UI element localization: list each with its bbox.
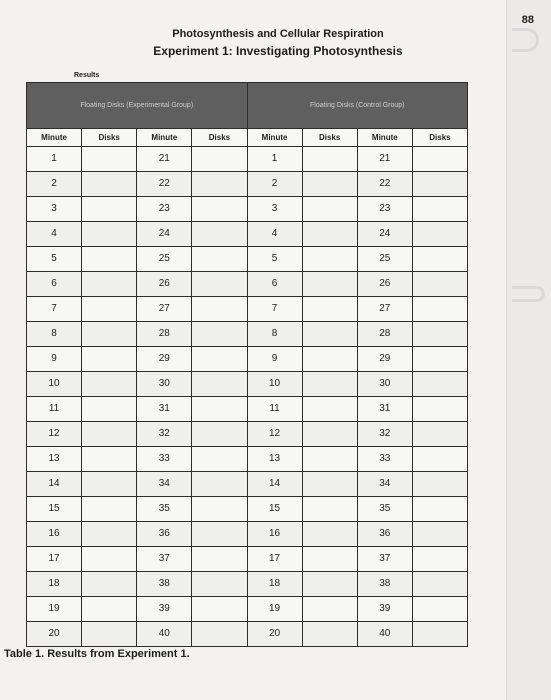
disks-cell — [412, 572, 467, 597]
disks-cell — [192, 147, 247, 172]
column-header-minute: Minute — [27, 129, 82, 147]
disks-cell — [302, 222, 357, 247]
disks-cell — [412, 247, 467, 272]
binder-ring-icon — [512, 28, 539, 52]
table-row — [27, 572, 468, 597]
minute-cell: 22 — [357, 172, 412, 197]
minute-cell: 27 — [137, 297, 192, 322]
minute-cell: 35 — [137, 497, 192, 522]
minute-cell: 1 — [27, 147, 82, 172]
minute-cell: 34 — [137, 472, 192, 497]
minute-cell: 12 — [27, 422, 82, 447]
column-header-disks: Disks — [412, 129, 467, 147]
minute-cell: 6 — [247, 272, 302, 297]
minute-cell: 33 — [137, 447, 192, 472]
disks-cell — [82, 147, 137, 172]
minute-cell: 14 — [27, 472, 82, 497]
disks-cell — [192, 447, 247, 472]
table-row — [27, 447, 468, 472]
minute-cell: 29 — [137, 347, 192, 372]
disks-cell — [302, 147, 357, 172]
disks-cell — [302, 472, 357, 497]
disks-cell — [192, 572, 247, 597]
minute-cell: 28 — [357, 322, 412, 347]
disks-cell — [82, 322, 137, 347]
disks-cell — [192, 272, 247, 297]
table-row — [27, 472, 468, 497]
minute-cell: 40 — [357, 622, 412, 647]
column-header-disks: Disks — [302, 129, 357, 147]
minute-cell: 37 — [357, 547, 412, 572]
disks-cell — [302, 597, 357, 622]
minute-cell: 28 — [137, 322, 192, 347]
disks-cell — [302, 422, 357, 447]
column-header-minute: Minute — [137, 129, 192, 147]
experimental-group-header: Floating Disks (Experimental Group) — [27, 83, 248, 129]
table-row — [27, 147, 468, 172]
disks-cell — [82, 422, 137, 447]
table-caption: Table 1. Results from Experiment 1. — [4, 648, 190, 660]
minute-cell: 39 — [357, 597, 412, 622]
minute-cell: 19 — [27, 597, 82, 622]
minute-cell: 26 — [137, 272, 192, 297]
disks-cell — [412, 472, 467, 497]
minute-cell: 15 — [27, 497, 82, 522]
table-row — [27, 597, 468, 622]
disks-cell — [192, 372, 247, 397]
minute-cell: 13 — [247, 447, 302, 472]
minute-cell: 31 — [357, 397, 412, 422]
minute-cell: 17 — [27, 547, 82, 572]
minute-cell: 21 — [137, 147, 192, 172]
table-row — [27, 372, 468, 397]
minute-cell: 36 — [137, 522, 192, 547]
disks-cell — [82, 622, 137, 647]
minute-cell: 35 — [357, 497, 412, 522]
disks-cell — [412, 297, 467, 322]
minute-cell: 13 — [27, 447, 82, 472]
minute-cell: 15 — [247, 497, 302, 522]
minute-cell: 31 — [137, 397, 192, 422]
table-row — [27, 522, 468, 547]
minute-cell: 25 — [357, 247, 412, 272]
disks-cell — [192, 422, 247, 447]
disks-cell — [412, 372, 467, 397]
disks-cell — [192, 347, 247, 372]
minute-cell: 20 — [247, 622, 302, 647]
minute-cell: 30 — [137, 372, 192, 397]
minute-cell: 16 — [27, 522, 82, 547]
minute-cell: 29 — [357, 347, 412, 372]
table-row — [27, 422, 468, 447]
results-table-body — [27, 147, 468, 647]
table-row — [27, 297, 468, 322]
table-row — [27, 622, 468, 647]
disks-cell — [192, 247, 247, 272]
disks-cell — [412, 197, 467, 222]
disks-cell — [302, 297, 357, 322]
disks-cell — [302, 172, 357, 197]
disks-cell — [192, 197, 247, 222]
disks-cell — [412, 172, 467, 197]
table-row — [27, 547, 468, 572]
minute-cell: 6 — [27, 272, 82, 297]
minute-cell: 11 — [247, 397, 302, 422]
disks-cell — [302, 397, 357, 422]
minute-cell: 9 — [27, 347, 82, 372]
minute-cell: 3 — [247, 197, 302, 222]
disks-cell — [412, 622, 467, 647]
disks-cell — [302, 247, 357, 272]
disks-cell — [412, 522, 467, 547]
minute-cell: 16 — [247, 522, 302, 547]
disks-cell — [302, 622, 357, 647]
minute-cell: 2 — [247, 172, 302, 197]
disks-cell — [412, 597, 467, 622]
disks-cell — [192, 622, 247, 647]
minute-cell: 17 — [247, 547, 302, 572]
column-header-minute: Minute — [247, 129, 302, 147]
disks-cell — [192, 397, 247, 422]
disks-cell — [412, 422, 467, 447]
minute-cell: 20 — [27, 622, 82, 647]
minute-cell: 26 — [357, 272, 412, 297]
results-table-container — [26, 82, 468, 639]
disks-cell — [302, 347, 357, 372]
disks-cell — [82, 547, 137, 572]
table-row — [27, 497, 468, 522]
table-row — [27, 272, 468, 297]
disks-cell — [82, 222, 137, 247]
disks-cell — [192, 547, 247, 572]
disks-cell — [82, 197, 137, 222]
results-table — [26, 82, 468, 647]
disks-cell — [302, 197, 357, 222]
minute-cell: 5 — [247, 247, 302, 272]
minute-cell: 39 — [137, 597, 192, 622]
control-group-header: Floating Disks (Control Group) — [247, 83, 468, 129]
adjacent-page-edge — [506, 0, 551, 700]
minute-cell: 2 — [27, 172, 82, 197]
minute-cell: 8 — [27, 322, 82, 347]
table-row — [27, 197, 468, 222]
minute-cell: 32 — [357, 422, 412, 447]
disks-cell — [82, 272, 137, 297]
disks-cell — [82, 572, 137, 597]
disks-cell — [82, 397, 137, 422]
disks-cell — [82, 597, 137, 622]
minute-cell: 3 — [27, 197, 82, 222]
disks-cell — [192, 297, 247, 322]
minute-cell: 22 — [137, 172, 192, 197]
minute-cell: 12 — [247, 422, 302, 447]
table-row — [27, 347, 468, 372]
results-label: Results — [74, 72, 100, 79]
disks-cell — [82, 347, 137, 372]
minute-cell: 21 — [357, 147, 412, 172]
minute-cell: 23 — [137, 197, 192, 222]
disks-cell — [192, 597, 247, 622]
minute-cell: 14 — [247, 472, 302, 497]
minute-cell: 4 — [27, 222, 82, 247]
table-row — [27, 322, 468, 347]
experiment-title: Experiment 1: Investigating Photosynthesis — [153, 44, 403, 58]
disks-cell — [412, 147, 467, 172]
minute-cell: 8 — [247, 322, 302, 347]
minute-cell: 18 — [247, 572, 302, 597]
minute-cell: 7 — [27, 297, 82, 322]
minute-cell: 24 — [357, 222, 412, 247]
disks-cell — [82, 497, 137, 522]
disks-cell — [412, 397, 467, 422]
disks-cell — [192, 472, 247, 497]
minute-cell: 30 — [357, 372, 412, 397]
minute-cell: 32 — [137, 422, 192, 447]
table-row — [27, 247, 468, 272]
disks-cell — [192, 522, 247, 547]
page-number: 88 — [521, 14, 534, 26]
table-row — [27, 172, 468, 197]
disks-cell — [302, 372, 357, 397]
minute-cell: 33 — [357, 447, 412, 472]
disks-cell — [412, 272, 467, 297]
minute-cell: 38 — [357, 572, 412, 597]
disks-cell — [412, 322, 467, 347]
minute-cell: 1 — [247, 147, 302, 172]
disks-cell — [82, 172, 137, 197]
disks-cell — [302, 497, 357, 522]
disks-cell — [412, 497, 467, 522]
minute-cell: 10 — [247, 372, 302, 397]
minute-cell: 37 — [137, 547, 192, 572]
disks-cell — [302, 522, 357, 547]
binder-ring-icon — [512, 286, 545, 302]
table-row — [27, 397, 468, 422]
minute-cell: 10 — [27, 372, 82, 397]
minute-cell: 34 — [357, 472, 412, 497]
disks-cell — [192, 172, 247, 197]
disks-cell — [412, 347, 467, 372]
page-title: Photosynthesis and Cellular Respiration — [172, 28, 384, 40]
minute-cell: 38 — [137, 572, 192, 597]
minute-cell: 24 — [137, 222, 192, 247]
minute-cell: 5 — [27, 247, 82, 272]
disks-cell — [82, 447, 137, 472]
disks-cell — [302, 322, 357, 347]
disks-cell — [412, 447, 467, 472]
minute-cell: 4 — [247, 222, 302, 247]
disks-cell — [302, 447, 357, 472]
disks-cell — [82, 372, 137, 397]
disks-cell — [82, 247, 137, 272]
column-header-disks: Disks — [192, 129, 247, 147]
minute-cell: 36 — [357, 522, 412, 547]
minute-cell: 11 — [27, 397, 82, 422]
disks-cell — [302, 272, 357, 297]
table-row — [27, 222, 468, 247]
minute-cell: 9 — [247, 347, 302, 372]
disks-cell — [412, 547, 467, 572]
column-header-disks: Disks — [82, 129, 137, 147]
disks-cell — [192, 322, 247, 347]
disks-cell — [192, 222, 247, 247]
disks-cell — [82, 522, 137, 547]
document-header — [128, 28, 428, 58]
minute-cell: 18 — [27, 572, 82, 597]
minute-cell: 40 — [137, 622, 192, 647]
disks-cell — [82, 297, 137, 322]
disks-cell — [302, 572, 357, 597]
disks-cell — [82, 472, 137, 497]
minute-cell: 7 — [247, 297, 302, 322]
minute-cell: 23 — [357, 197, 412, 222]
minute-cell: 27 — [357, 297, 412, 322]
disks-cell — [192, 497, 247, 522]
minute-cell: 19 — [247, 597, 302, 622]
disks-cell — [302, 547, 357, 572]
column-header-minute: Minute — [357, 129, 412, 147]
disks-cell — [412, 222, 467, 247]
minute-cell: 25 — [137, 247, 192, 272]
